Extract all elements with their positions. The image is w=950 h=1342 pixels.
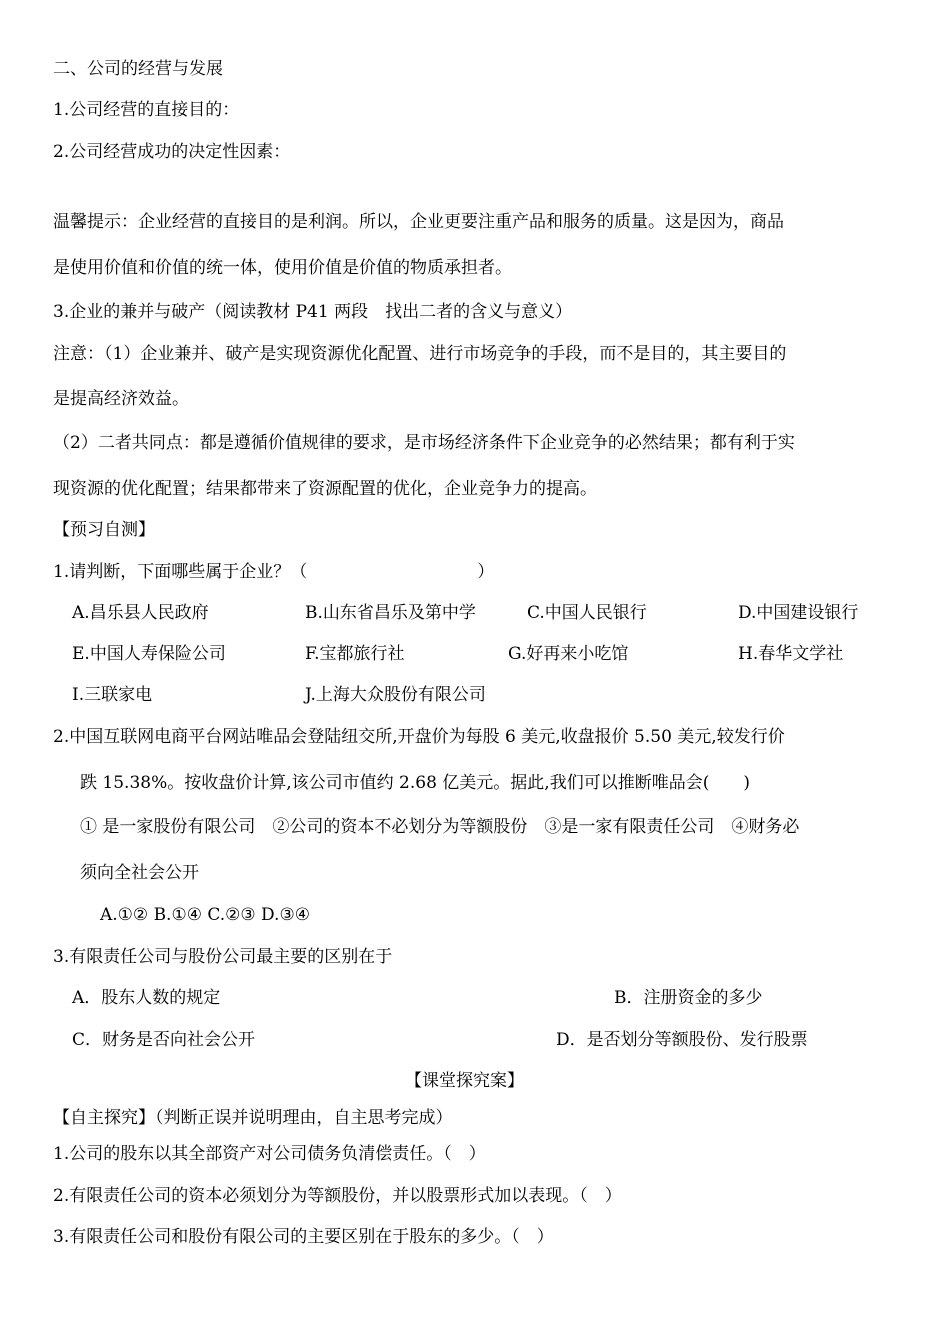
note-2-line-2: 现资源的优化配置；结果都带来了资源配置的优化，企业竞争力的提高。 [53, 479, 597, 499]
q3-option-a: A．股东人数的规定 [72, 988, 221, 1008]
q1-option-e: E.中国人寿保险公司 [72, 644, 226, 664]
preview-heading: 【预习自测】 [53, 520, 155, 540]
inquiry-item-2: 2.有限责任公司的资本必须划分为等额股份，并以股票形式加以表现。（ ） [53, 1186, 622, 1206]
q1-option-g: G.好再来小吃馆 [508, 644, 629, 664]
q1-option-b: B.山东省昌乐及第中学 [305, 603, 476, 623]
preview-q2-line-1: 2.中国互联网电商平台网站唯品会登陆纽交所,开盘价为每股 6 美元,收盘报价 5.50 美元,较发行价 [53, 727, 785, 747]
preview-q1: 1.请判断，下面哪些属于企业？（ ） [53, 562, 495, 582]
tip-line-2: 是使用价值和价值的统一体，使用价值是价值的物质承担者。 [53, 258, 512, 278]
self-inquiry-title: 【自主探究】（判断正误并说明理由，自主思考完成） [53, 1108, 453, 1128]
q1-option-h: H.春华文学社 [738, 644, 844, 664]
question-merge-bankruptcy: 3.企业的兼并与破产（阅读教材 P41 两段 找出二者的含义与意义） [53, 302, 573, 322]
q3-option-b: B．注册资金的多少 [614, 988, 763, 1008]
question-success-factor: 2.公司经营成功的决定性因素： [53, 142, 291, 162]
preview-q2-statements-1: ① 是一家股份有限公司 ②公司的资本不必划分为等额股份 ③是一家有限责任公司 ④财务必 [80, 817, 800, 837]
q1-option-i: I.三联家电 [72, 685, 153, 705]
preview-q3: 3.有限责任公司与股份公司最主要的区别在于 [53, 947, 393, 967]
preview-q2-choices: A.①② B.①④ C.②③ D.③④ [100, 905, 310, 925]
q1-option-d: D.中国建设银行 [738, 603, 859, 623]
inquiry-item-3: 3.有限责任公司和股份有限公司的主要区别在于股东的多少。（ ） [53, 1227, 554, 1247]
q3-option-c: C．财务是否向社会公开 [72, 1030, 256, 1050]
question-direct-purpose: 1.公司经营的直接目的： [53, 100, 240, 120]
q1-option-f: F.宝都旅行社 [305, 644, 405, 664]
note-1-line-1: 注意：（1）企业兼并、破产是实现资源优化配置、进行市场竞争的手段，而不是目的，其主要目的 [53, 344, 787, 364]
preview-q2-statements-2: 须向全社会公开 [80, 863, 199, 883]
q1-option-a: A.昌乐县人民政府 [72, 603, 209, 623]
note-1-line-2: 是提高经济效益。 [53, 389, 189, 409]
tip-line-1: 温馨提示：企业经营的直接目的是利润。所以，企业更要注重产品和服务的质量。这是因为，商品 [53, 212, 784, 232]
q1-option-c: C.中国人民银行 [527, 603, 647, 623]
inquiry-heading: 【课堂探究案】 [405, 1071, 524, 1091]
inquiry-item-1: 1.公司的股东以其全部资产对公司债务负清偿责任。（ ） [53, 1144, 486, 1164]
q3-option-d: D．是否划分等额股份、发行股票 [556, 1030, 808, 1050]
note-2-line-1: （2）二者共同点：都是遵循价值规律的要求，是市场经济条件下企业竞争的必然结果；都有利于实 [53, 433, 795, 453]
section-heading: 二、公司的经营与发展 [53, 59, 223, 79]
q1-option-j: J.上海大众股份有限公司 [305, 685, 486, 705]
preview-q2-line-2: 跌 15.38%。按收盘价计算,该公司市值约 2.68 亿美元。据此,我们可以推断唯品会( ) [80, 773, 750, 793]
